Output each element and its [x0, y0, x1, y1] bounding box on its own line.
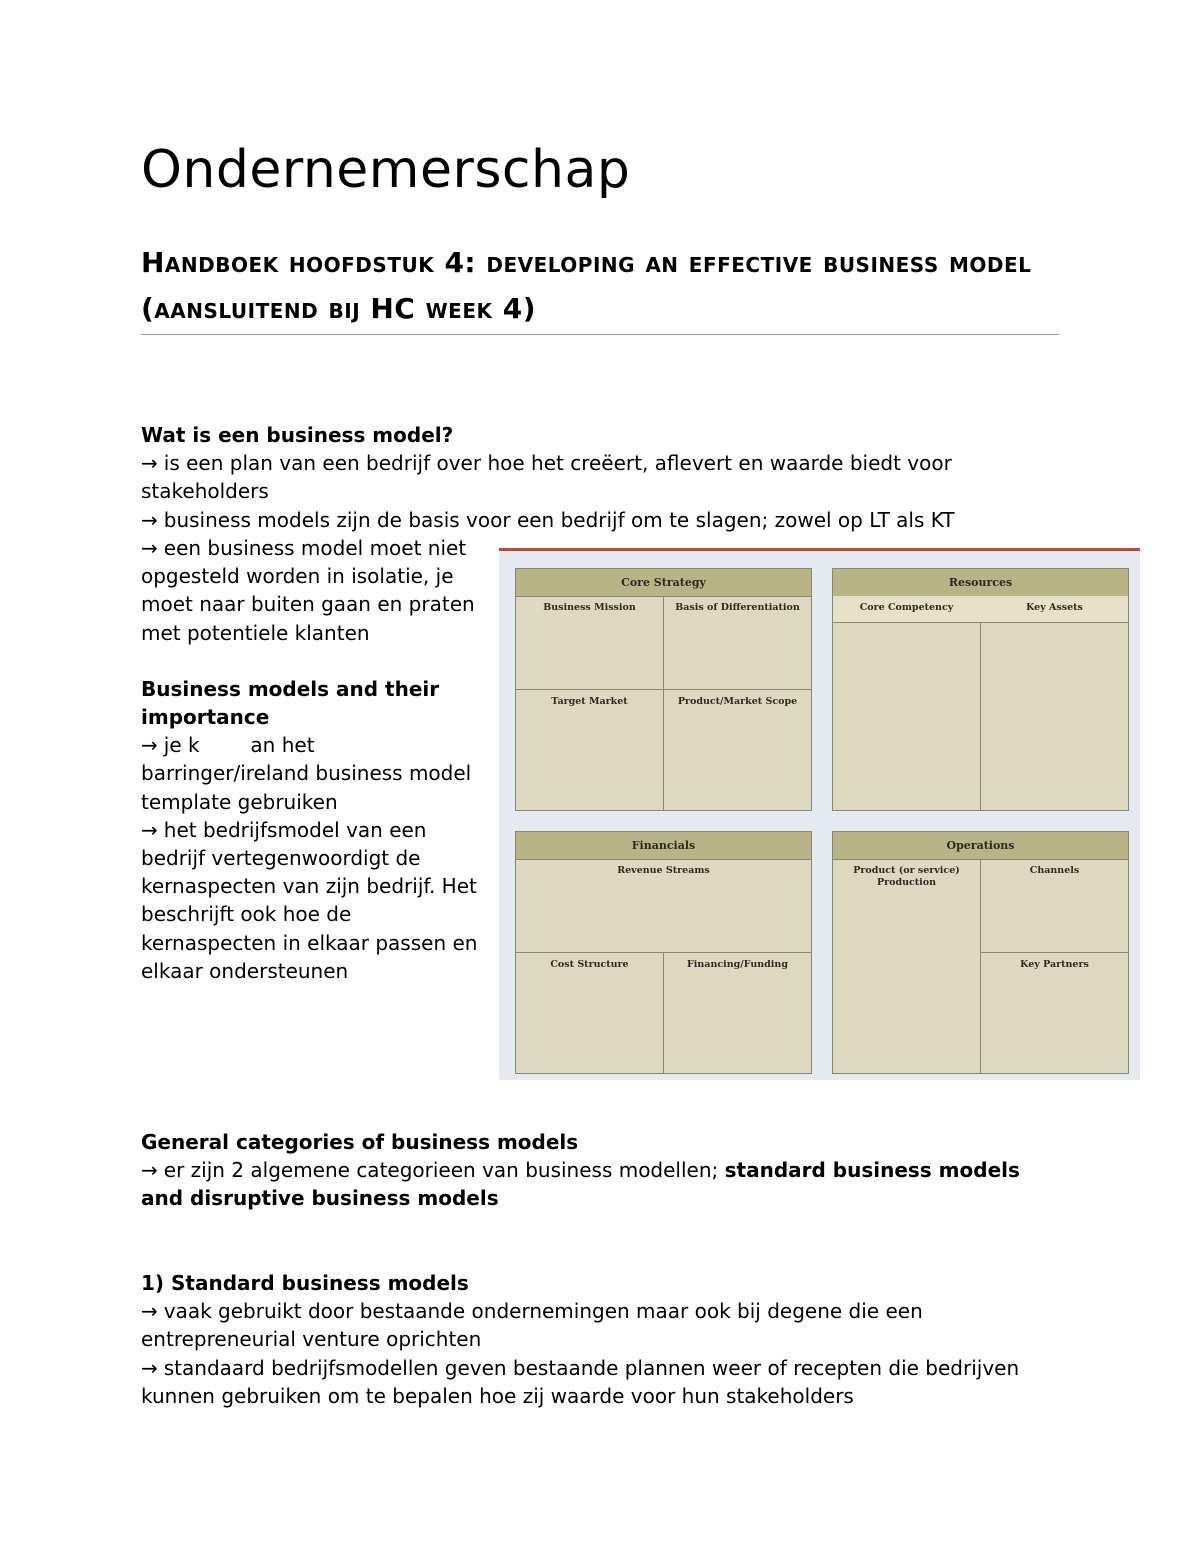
section-what-continued [141, 534, 481, 985]
arrow-icon: → [141, 507, 158, 532]
panel-title: Financials [516, 832, 811, 860]
cell-label: Core Competency [859, 602, 954, 613]
cell-label: Key Partners [1020, 959, 1089, 970]
bullet-line: → het bedrijfsmodel van een bedrijf vertegenwoordigt de kernaspecten van zijn bedrijf. Het beschrijft ook hoe de kernaspecten in elkaar passen en elkaar ondersteunen [141, 817, 478, 983]
bullet-line: → je k an het barringer/ireland business model template gebruiken [141, 733, 478, 814]
arrow-icon: → [141, 733, 158, 758]
cell-label: Cost Structure [550, 959, 629, 970]
section-heading: Wat is een business model? [141, 423, 454, 447]
operations-panel [832, 831, 1129, 1074]
section-heading: 1) Standard business models [141, 1271, 469, 1295]
cell-label: Revenue Streams [617, 865, 710, 876]
cell-label: Target Market [551, 696, 628, 707]
page-title: Ondernemerschap [141, 140, 631, 200]
cell-label: Product/Market Scope [677, 696, 798, 707]
cell-label: Financing/Funding [687, 959, 788, 970]
cell-label: Business Mission [543, 602, 636, 613]
section-standard [141, 1269, 1041, 1410]
panel-title: Resources [833, 569, 1128, 597]
bullet-line: → business models zijn de basis voor een bedrijf om te slagen; zowel op LT als KT [141, 507, 955, 532]
bullet-line: → vaak gebruikt door bestaande ondernemingen maar ook bij degene die een entrepreneurial venture oprichten [141, 1299, 923, 1352]
cell-label: Key Assets [1026, 602, 1083, 613]
arrow-icon: → [141, 1355, 158, 1380]
section-heading: Business models and their importance [141, 676, 440, 730]
bullet-line: → is een plan van een bedrijf over hoe het creëert, aflevert en waarde biedt voor stakeholders [141, 451, 952, 504]
arrow-icon: → [141, 817, 158, 842]
resources-panel [832, 568, 1129, 811]
chapter-heading: Handboek hoofdstuk 4: developing an effective business model (aansluitend bij HC week 4) [141, 240, 1059, 335]
bullet-line: → er zijn 2 algemene categorieen van business modellen; standard business models and disruptive business models [141, 1158, 1020, 1211]
panel-title: Operations [833, 832, 1128, 860]
bullet-line: → een business model moet niet opgesteld worden in isolatie, je moet naar buiten gaan en praten met potentiele klanten [141, 536, 475, 645]
arrow-icon: → [141, 1299, 158, 1324]
arrow-icon: → [141, 451, 158, 476]
core-strategy-panel [515, 568, 812, 811]
cell-label: Product (or service) Production [853, 865, 960, 888]
section-what [141, 421, 1041, 534]
cell-label: Channels [1029, 865, 1080, 876]
cell-label: Basis of Differentiation [675, 602, 800, 613]
section-heading: General categories of business models [141, 1130, 579, 1154]
bullet-line: → standaard bedrijfsmodellen geven bestaande plannen weer of recepten die bedrijven kunnen gebruiken om te bepalen hoe zij waarde voor hun stakeholders [141, 1355, 1020, 1408]
arrow-icon: → [141, 1158, 158, 1183]
financials-panel [515, 831, 812, 1074]
panel-title: Core Strategy [516, 569, 811, 597]
business-model-template-figure [499, 548, 1140, 1080]
section-categories [141, 1128, 1041, 1213]
arrow-icon: → [141, 536, 158, 560]
